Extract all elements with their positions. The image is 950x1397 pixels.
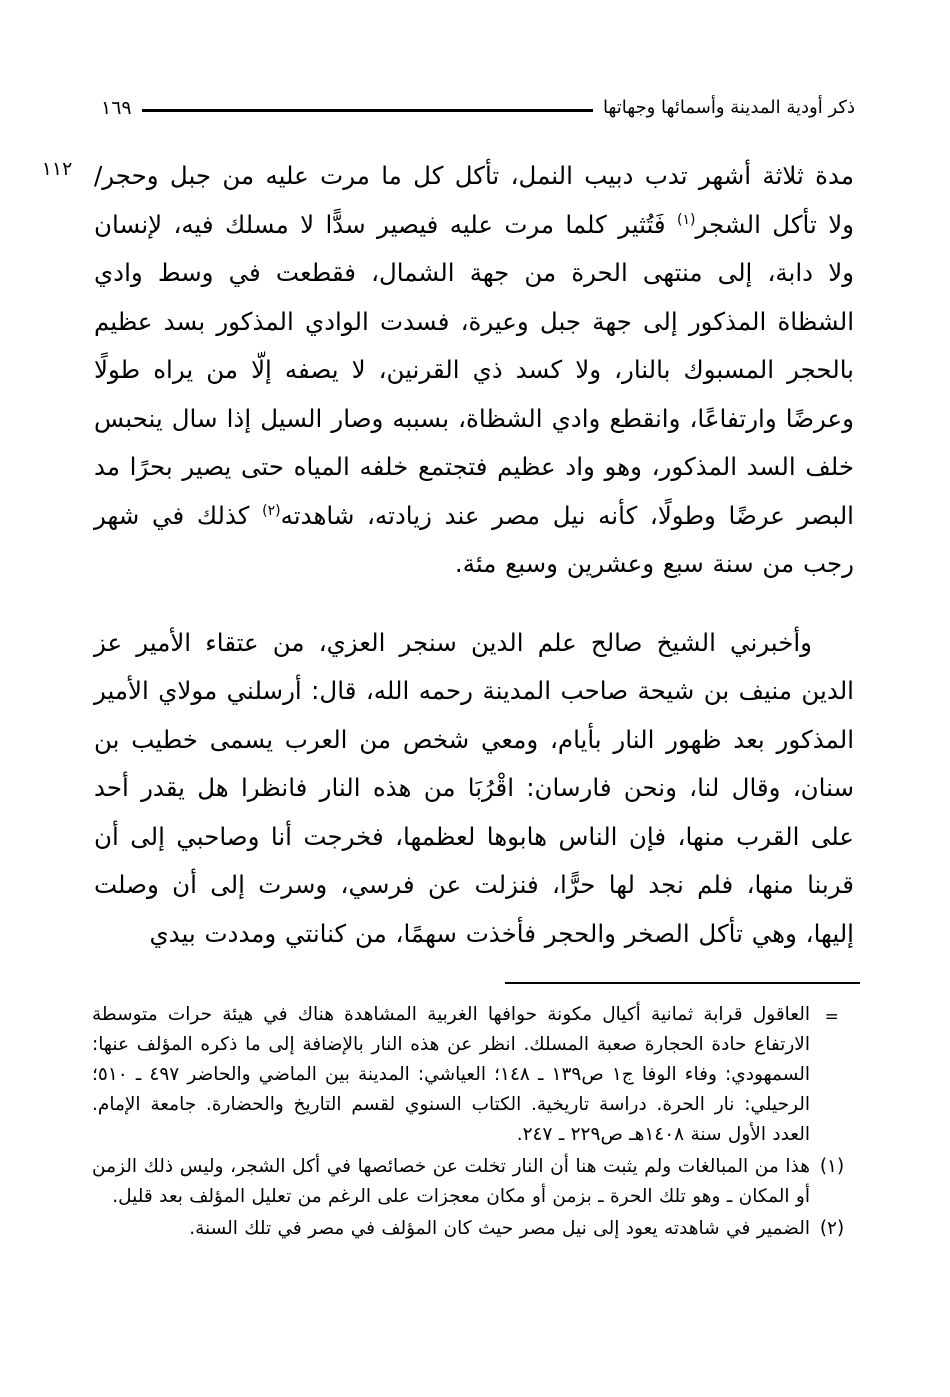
paragraph-1-segment-b: فَتُثير كلما مرت عليه فيصير سدًّا لا مسلك فيه، لإنسان ولا دابة، إلى منتهى الحرة من جهة الشمال، فقطعت في وسط وادي الشظاة المذكور إلى جهة جبل وعيرة، فسدت الوادي المذكور بسد عظيم بالحجر المسبوك بالنار، ولا كسد ذي القرنين، لا يصفه إلّا من يراه طولًا وعرضًا وارتفاعًا، وانقطع وادي الشظاة، بسببه وصار السيل إذا سال ينحبس خلف السد المذكور، وهو واد عظيم فتجتمع خلفه المياه حتى يصير بحرًا مد البصر عرضًا وطولًا، كأنه نيل مصر عند زيادته، شاهدته [94,209,854,530]
body-text-column [94,152,854,958]
footnote-continued [92,1000,854,1150]
footnote-separator [505,982,860,984]
footnote-1 [92,1152,854,1212]
footnote-continued-text: العاقول قرابة ثمانية أكيال مكونة حوافها الغربية المشاهدة هناك في هيئة حرات متوسطة الارتفاع حادة الحجارة صعبة المسلك. انظر عن هذه النار بالإضافة إلى ما ذكره المؤلف عنها: السمهودي: وفاء الوفا ج١ ص١٣٩ ـ ١٤٨؛ العياشي: المدينة بين الماضي والحاضر ٤٩٧ ـ ٥١٠؛ الرحيلي: نار الحرة. دراسة تاريخية. الكتاب السنوي لقسم التاريخ والحضارة. جامعة الإمام. العدد الأول سنة ١٤٠٨هـ ص٢٢٩ ـ ٢٤٧. [92,1004,811,1145]
paragraph-1 [94,152,854,589]
footnote-marker-2[interactable]: (٢) [262,502,281,519]
margin-folio-number: ١١٢ [41,158,73,180]
paragraph-1-segment-c: كذلك في شهر رجب من سنة سبع وعشرين وسبع مئة. [94,500,854,578]
footnote-1-text: هذا من المبالغات ولم يثبت هنا أن النار تخلت عن خصائصها في أكل الشجر، وليس ذلك الزمن أو المكان ـ وهو تلك الحرة ـ بزمن أو مكان معجزات على الرغم من تعليل المؤلف بعد قليل. [92,1156,810,1207]
footnote-1-marker: (١) [819,1156,845,1177]
paragraph-1-segment-a: مدة ثلاثة أشهر تدب دبيب النمل، تأكل كل ما مرت عليه من جبل وحجر/ ولا تأكل الشجر [94,161,854,239]
running-head [95,90,855,126]
footnote-2-text: الضمير في شاهدته يعود إلى نيل مصر حيث كان المؤلف في مصر في تلك السنة. [189,1218,810,1239]
paragraph-2: وأخبرني الشيخ صالح علم الدين سنجر العزي، من عتقاء الأمير عز الدين منيف بن شيحة صاحب المدينة رحمه الله، قال: أرسلني مولاي الأمير المذكور بعد ظهور النار بأيام، ومعي شخص من العرب يسمى خطيب بن سنان، وقال لنا، ونحن فارسان: اقْرُبَا من هذه النار فانظرا هل يقدر أحد على القرب منها، فإن الناس هابوها لعظمها، فخرجت أنا وصاحبي إلى أن قربنا منها، فلم نجد لها حرًّا، فنزلت عن فرسي، وسرت إلى أن وصلت إليها، وهي تأكل الصخر والحجر فأخذت سهمًا، من كنانتي ومددت بيدي [94,627,854,948]
footnote-2 [92,1214,854,1244]
footnotes-section [92,1000,854,1246]
running-title: ذكر أودية المدينة وأسمائها وجهاتها [602,97,855,118]
header-rule [142,109,593,112]
footnote-continued-marker: = [824,1007,840,1027]
footnote-2-marker: (٢) [819,1218,845,1239]
page-number: ١٦٩ [101,96,132,119]
footnote-marker-1[interactable]: (١) [677,211,696,228]
